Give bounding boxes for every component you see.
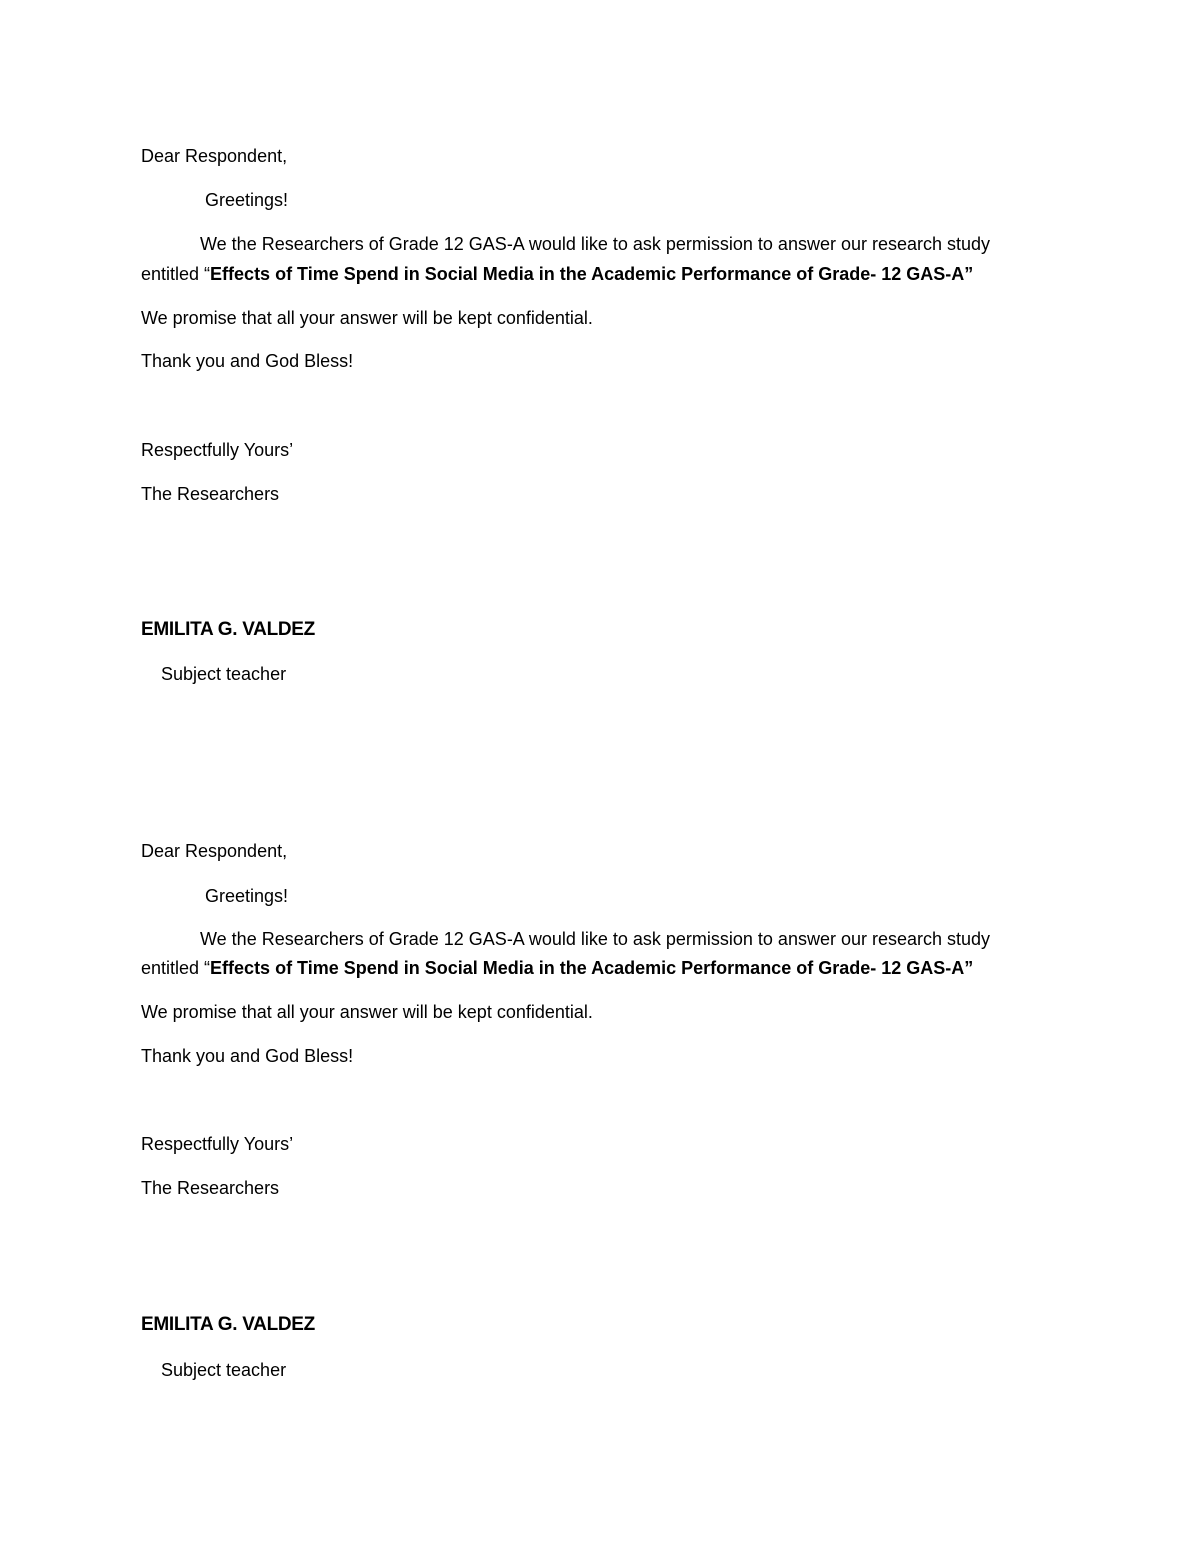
salutation: Dear Respondent, bbox=[141, 841, 288, 861]
study-title: Effects of Time Spend in Social Media in the Academic Performance of Grade- 12 GAS-A” bbox=[210, 264, 974, 284]
body-line-2-prefix: entitled “ bbox=[141, 958, 211, 978]
teacher-title: Subject teacher bbox=[161, 1360, 287, 1380]
confidentiality-statement: We promise that all your answer will be kept confidential. bbox=[141, 308, 593, 328]
body-line-1: We the Researchers of Grade 12 GAS-A would like to ask permission to answer our research study bbox=[200, 929, 991, 949]
salutation: Dear Respondent, bbox=[141, 146, 288, 166]
teacher-name: EMILITA G. VALDEZ bbox=[141, 619, 315, 640]
body-line-2 bbox=[141, 957, 973, 979]
closing: Respectfully Yours’ bbox=[141, 1134, 294, 1154]
body-line-2-prefix: entitled “ bbox=[141, 264, 211, 284]
teacher-name: EMILITA G. VALDEZ bbox=[141, 1314, 315, 1335]
greeting: Greetings! bbox=[205, 190, 289, 210]
signatory: The Researchers bbox=[141, 484, 280, 504]
body-line-2 bbox=[141, 263, 973, 285]
signatory: The Researchers bbox=[141, 1178, 280, 1198]
teacher-title: Subject teacher bbox=[161, 664, 287, 684]
body-line-1: We the Researchers of Grade 12 GAS-A would like to ask permission to answer our research study bbox=[200, 234, 991, 254]
study-title: Effects of Time Spend in Social Media in the Academic Performance of Grade- 12 GAS-A” bbox=[210, 958, 974, 978]
greeting: Greetings! bbox=[205, 886, 289, 906]
confidentiality-statement: We promise that all your answer will be kept confidential. bbox=[141, 1002, 593, 1022]
thanks-line: Thank you and God Bless! bbox=[141, 351, 354, 371]
thanks-line: Thank you and God Bless! bbox=[141, 1046, 354, 1066]
closing: Respectfully Yours’ bbox=[141, 440, 294, 460]
